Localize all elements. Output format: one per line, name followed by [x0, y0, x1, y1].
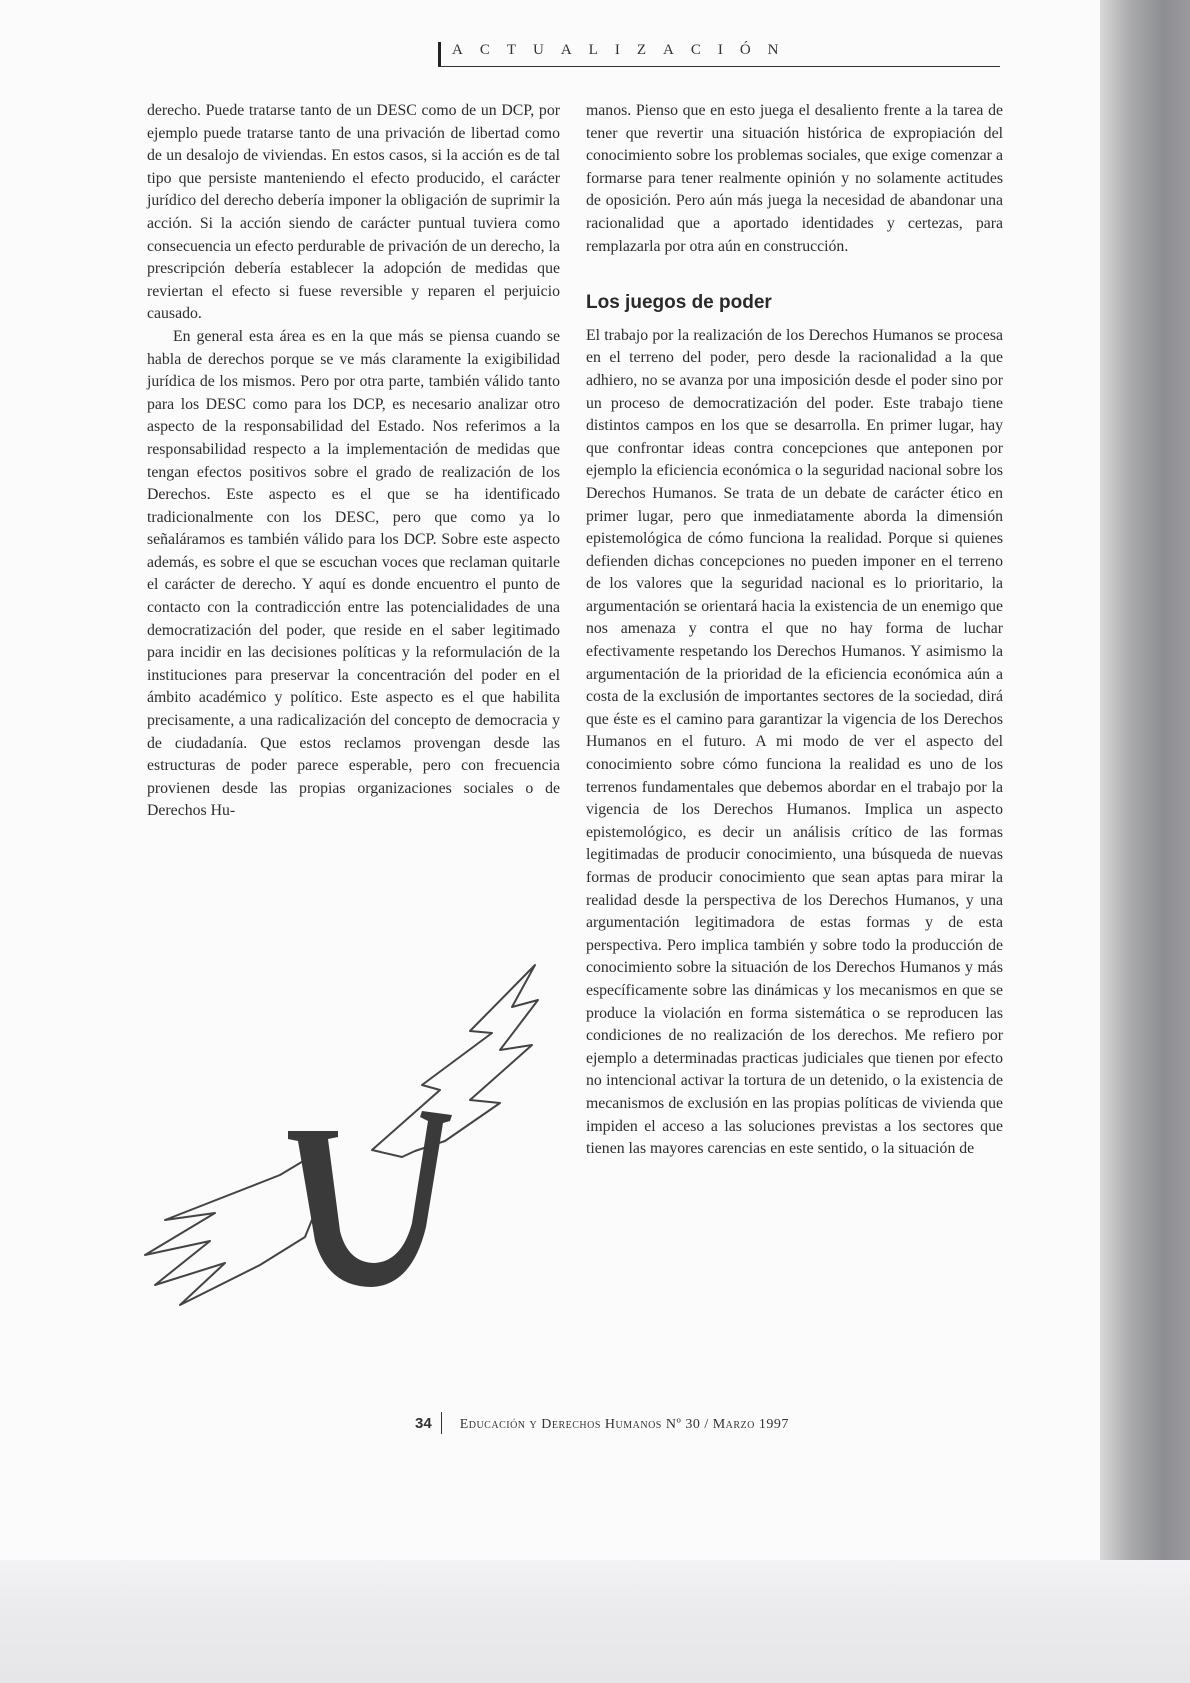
left-paragraph-1: derecho. Puede tratarse tanto de un DESC como de un DCP, por ejemplo puede tratarse tanto de una privación de libertad como de un desalojo de viviendas. En estos casos, si la acción es de tal tipo que persiste manteniendo el efecto producido, el carácter jurídico del derecho debería imponer la obligación de suprimir la acción. Si la acción siendo de carácter puntual tuviera como consecuencia un efecto perdurable de privación de un derecho, la prescripción debería establecer la adopción de medidas que reviertan el efecto si fuese reversible y reparen el perjuicio causado.	[147, 102, 560, 323]
left-paragraph-2: En general esta área es en la que más se piensa cuando se habla de derechos porque se ve más claramente la exigibilidad jurídica de los mismos. Pero por otra parte, también válido tanto para los DESC como para los DCP, es necesario analizar otro aspecto de la responsabilidad del Estado. Nos referimos a la responsabilidad respecto a la implementación de medidas que tengan efectos positivos sobre el grado de realización de los Derechos. Este aspecto es el que se ha identificado tradicionalmente con los DESC, pero que como ya lo señaláramos es también válido para los DCP. Sobre este aspecto además, es sobre el que se escuchan voces que reclaman quitarle el carácter de derecho. Y aquí es donde encuentro el punto de contacto con la contradicción entre las potencialidades de una democratización del poder, que reside en el saber legitimado para incidir en las decisiones políticas y la reformulación de la instituciones para preservar la concentración del poder en el ámbito académico y político. Este aspecto es el que habilita precisamente, a una radicalización del concepto de democracia y de ciudadanía. Que estos reclamos provengan desde las estructuras de poder parece esperable, pero con frecuencia provienen desde las propias organizaciones sociales o de Derechos Hu-	[147, 327, 560, 820]
scan-edge-shadow	[1100, 0, 1190, 1600]
running-header	[438, 40, 1000, 67]
right-paragraph-2: El trabajo por la realización de los Derechos Humanos se procesa en el terreno del poder, pero desde la racionalidad a la que adhiero, no se avanza por una imposición desde el poder sino por un proceso de democratización del poder. Este trabajo tiene distintos campos en los que se desarrolla. En primer lugar, hay que confrontar ideas contra concepciones que anteponen por ejemplo la eficiencia económica o la seguridad nacional sobre los Derechos Humanos. Se trata de un debate de carácter ético en primer lugar, pero que inmediatamente aborda la dimensión epistemológica de cómo funciona la realidad. Porque si quienes defienden dichas concepciones no pueden imponer en el terreno de los valores que la seguridad nacional es lo prioritario, la argumentación se orientará hacia la existencia de un enemigo que nos amenaza y contra el que no hay forma de luchar efectivamente respetando los Derechos Humanos. Y asimismo la argumentación de la prioridad de la eficiencia económica aún a costa de la exclusión de importantes sectores de la sociedad, dirá que éste es el camino para garantizar la vigencia de los Derechos Humanos en el futuro. A mi modo de ver el aspecto del conocimiento sobre cómo funciona la realidad es uno de los terrenos fundamentales que debemos abordar en el trabajo por la vigencia de los Derechos Humanos. Implica un aspecto epistemológico, es decir un análisis crítico de las formas legitimadas de producir conocimiento, una búsqueda de nuevas formas de producir conocimiento que sean aptas para mirar la realidad desde la perspectiva de los Derechos Humanos, y una argumentación legitimadora de estas formas y de esta perspectiva. Pero implica también y sobre todo la producción de conocimiento sobre la situación de los Derechos Humanos y más específicamente sobre las dinámicas y los mecanismos en que se produce la violación en forma sistemática o se reproducen las condiciones de no realización de los derechos. Me refiero por ejemplo a determinadas practicas judiciales que tienen por efecto no intencional activar la tortura de un detenido, o la existencia de mecanismos de exclusión en las propias políticas de vivienda que impiden el acceso a las soluciones previstas a los sectores que tienen las mayores carencias en este sentido, o la situación de	[586, 326, 1003, 1158]
page-footer	[415, 1412, 789, 1436]
running-title: ACTUALIZACIÓN	[452, 42, 796, 58]
right-column	[586, 100, 1003, 1161]
right-paragraph-1: manos. Pienso que en esto juega el desaliento frente a la tarea de tener que revertir una situación histórica de expropiación del conocimiento sobre los problemas sociales, que exige comenzar a formarse para tener realmente opinión y no solamente actitudes de oposición. Pero aún más juega la necesidad de abandonar una racionalidad que a aportado identidades y certezas, para remplazarla por otra aún en construcción.	[586, 102, 1003, 255]
footer-divider	[441, 1412, 443, 1434]
section-title: Los juegos de poder	[586, 292, 772, 314]
publication-info: Educación y Derechos Humanos Nº 30 / Marzo 1997	[459, 1417, 789, 1432]
scan-bottom-margin	[0, 1560, 1190, 1683]
header-bar	[438, 42, 441, 66]
page-number: 34	[415, 1415, 432, 1432]
left-column	[147, 100, 560, 823]
winged-u-logo-icon	[140, 945, 560, 1315]
